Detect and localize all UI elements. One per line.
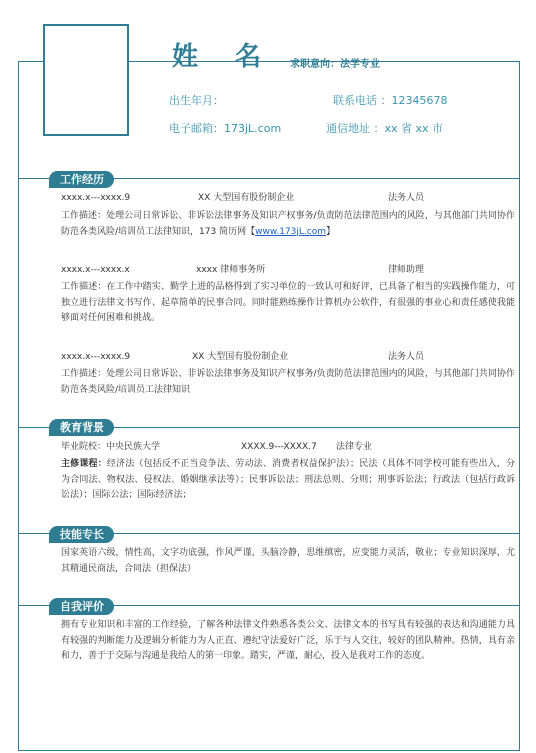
education-courses <box>61 457 515 504</box>
birth-label: 出生年月： <box>169 94 224 107</box>
self-eval-text: 拥有专业知识和丰富的工作经验，了解各种法律文件熟悉各类公文、法律文本的书写具有较强的表达和沟通能力具有较强的判断能力及逻辑分析能力为人正直、遵纪守法爱好广泛，乐于与人交往，较好的团队精神。热情，具有亲和力，善于于交际与沟通是我给人的第一印象。踏实，严谨，耐心，投入是我对工作的态度。 <box>61 620 515 661</box>
skills-text: 国家英语六级，情性高，文字功底强，作风严谨，头脑冷静，思维缜密，应变能力灵活，敬业；专业知识深厚，尤其精通民商法，合同法（担保法） <box>61 548 515 574</box>
birth-field <box>169 94 224 108</box>
work-section-title: 工作经历 <box>49 171 114 188</box>
work-3-company: XX 大型国有股份制企业 <box>192 352 289 362</box>
photo-placeholder <box>43 24 129 136</box>
work-3-role: 法务人员 <box>388 352 425 362</box>
work-2-period: xxxx.x---xxxx.x <box>61 265 130 275</box>
education-major: 法律专业 <box>336 442 373 452</box>
skills-section-title: 技能专长 <box>49 526 114 543</box>
self-eval-section-title: 自我评价 <box>49 598 114 615</box>
intent-label: 求职意向： <box>290 59 340 70</box>
education-school: 毕业院校：中央民族大学 <box>61 442 161 452</box>
address-value: xx 省 xx 市 <box>384 122 444 135</box>
website-link[interactable]: www.173jL.com <box>255 226 326 237</box>
email-value: 173jL.com <box>224 122 282 135</box>
phone-value: 12345678 <box>391 94 448 107</box>
work-1-description-text: 工作描述：处理公司日常诉讼、非诉讼法律事务及知识产权事务/负责防范法律范围内的风险，与其他部门共同协作防范各类风险/培训员工法律知识，173 简历网 <box>61 211 515 237</box>
courses-text: 经济法（包括反不正当竞争法、劳动法、消费者权益保护法）；民法（具体不同学校可能有些出入，分为合同法、物权法、侵权法、婚姻继承法等）；民事诉讼法；刑法总则、分则；刑事诉讼法；行政法（包括行政诉讼法）；国际公法；国际经济法； <box>61 459 515 500</box>
resume-name: 姓 名 <box>172 42 276 72</box>
intent-value: 法学专业 <box>340 59 380 70</box>
courses-label: 主修课程： <box>61 459 107 469</box>
work-3-period: xxxx.x---xxxx.9 <box>61 352 131 362</box>
work-2-description: 工作描述：在工作中踏实、勤学上进的品格得到了实习单位的一致认可和好评，已具备了相当的实践操作能力，可独立进行法律文书写作、起草简单的民事合同。同时能熟练操作计算机办公软件，有很强的事业心和责任感使我能够面对任何困难和挑战。 <box>61 282 515 323</box>
email-label: 电子邮箱： <box>169 122 224 135</box>
email-field <box>169 122 281 136</box>
address-field <box>326 122 443 136</box>
work-1-description <box>61 209 515 240</box>
work-2-company: xxxx 律师事务所 <box>196 265 266 275</box>
work-1-company: XX 大型国有股份制企业 <box>198 193 295 203</box>
work-1-role: 法务人员 <box>388 193 425 203</box>
link-bracket-open: 【 <box>246 226 256 237</box>
phone-label: 联系电话 ： <box>333 94 392 107</box>
work-1-period: xxxx.x---xxxx.9 <box>61 193 131 203</box>
education-period: XXXX.9---XXXX.7 <box>241 442 317 452</box>
link-bracket-close: 】 <box>326 226 336 237</box>
education-section-title: 教育背景 <box>49 419 114 436</box>
work-3-description: 工作描述：处理公司日常诉讼、非诉讼法律事务及知识产权事务/负责防范法律范围内的风险，与其他部门共同协作防范各类风险/培训员工法律知识 <box>61 369 515 395</box>
phone-field <box>333 94 448 108</box>
job-intent <box>290 55 380 70</box>
address-label: 通信地址 ： <box>326 122 385 135</box>
work-2-role: 律师助理 <box>388 265 425 275</box>
